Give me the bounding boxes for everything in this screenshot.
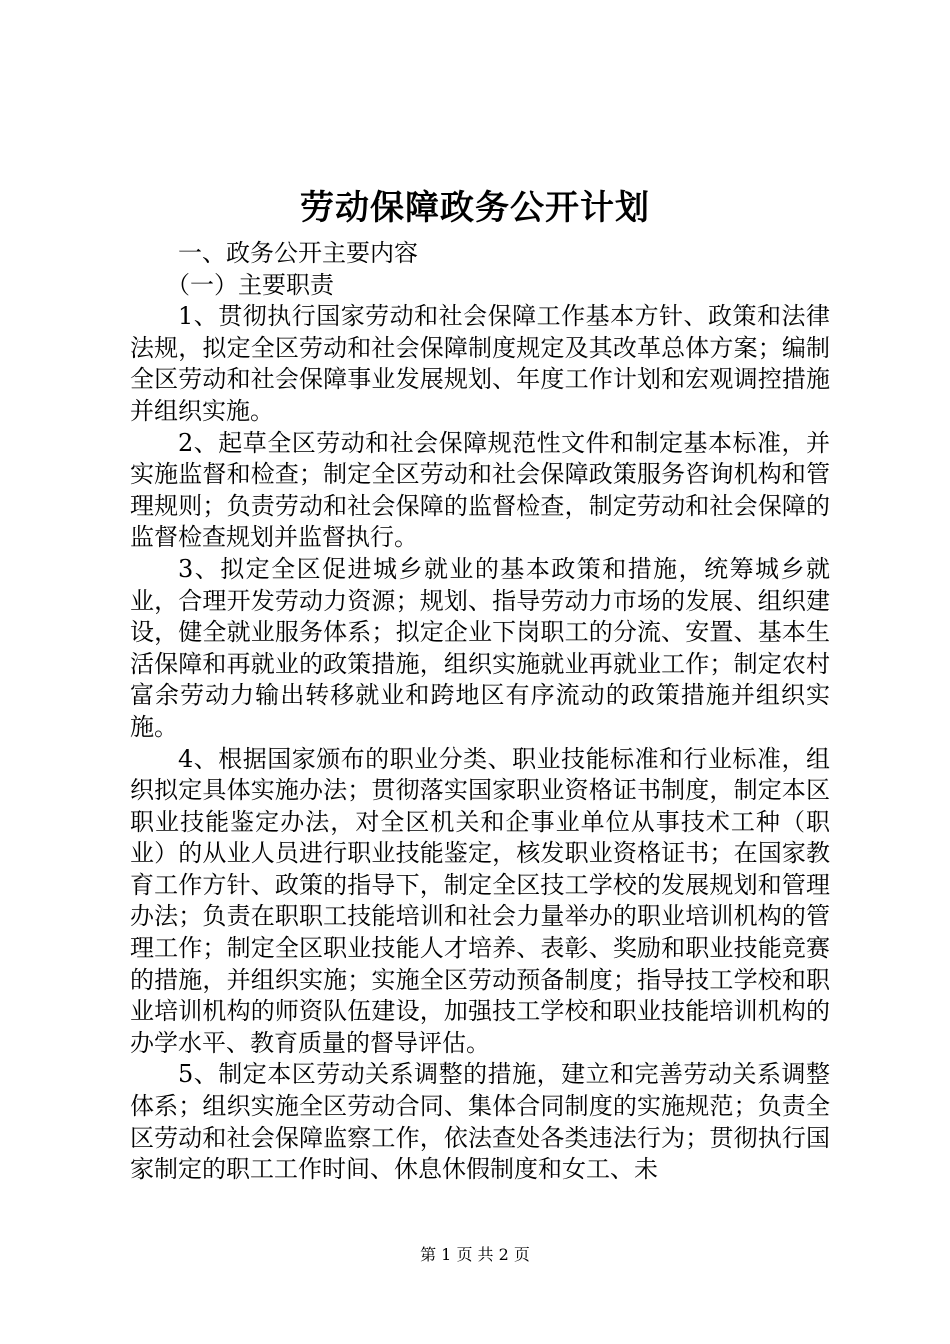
paragraph-5: 5、制定本区劳动关系调整的措施，建立和完善劳动关系调整体系；组织实施全区劳动合同、集体合同制度的实施规范；负责全区劳动和社会保障监察工作，依法查处各类违法行为；贯彻执行国家制定的职工工作时间、休息休假制度和女工、未 bbox=[130, 1060, 830, 1184]
document-title: 劳动保障政务公开计划 bbox=[300, 188, 650, 228]
paragraph-3: 3、拟定全区促进城乡就业的基本政策和措施，统筹城乡就业，合理开发劳动力资源；规划、指导劳动力市场的发展、组织建设，健全就业服务体系；拟定企业下岗职工的分流、安置、基本生活保障和再就业的政策措施，组织实施就业再就业工作；制定农村富余劳动力输出转移就业和跨地区有序流动的政策措施并组织实施。 bbox=[130, 554, 830, 741]
section-heading: 一、政务公开主要内容 bbox=[178, 239, 418, 267]
paragraph-2: 2、起草全区劳动和社会保障规范性文件和制定基本标准，并实施监督和检查；制定全区劳动和社会保障政策服务咨询机构和管理规则；负责劳动和社会保障的监督检查，制定劳动和社会保障的监督检查规划并监督执行。 bbox=[130, 428, 830, 552]
paragraph-4: 4、根据国家颁布的职业分类、职业技能标准和行业标准，组织拟定具体实施办法；贯彻落实国家职业资格证书制度，制定本区职业技能鉴定办法，对全区机关和企事业单位从事技术工种（职业）的从业人员进行职业技能鉴定，核发职业资格证书；在国家教育工作方针、政策的指导下，制定全区技工学校的发展规划和管理办法；负责在职职工技能培训和社会力量举办的职业培训机构的管理工作；制定全区职业技能人才培养、表彰、奖励和职业技能竞赛的措施，并组织实施；实施全区劳动预备制度；指导技工学校和职业培训机构的师资队伍建设，加强技工学校和职业技能培训机构的办学水平、教育质量的督导评估。 bbox=[130, 744, 830, 1057]
subsection-heading: （一）主要职责 bbox=[166, 270, 334, 299]
document-body bbox=[130, 238, 830, 1186]
page-footer: 第 1 页 共 2 页 bbox=[420, 1245, 530, 1264]
paragraph-1: 1、贯彻执行国家劳动和社会保障工作基本方针、政策和法律法规，拟定全区劳动和社会保障制度规定及其改革总体方案；编制全区劳动和社会保障事业发展规划、年度工作计划和宏观调控措施并组织实施。 bbox=[130, 302, 830, 425]
